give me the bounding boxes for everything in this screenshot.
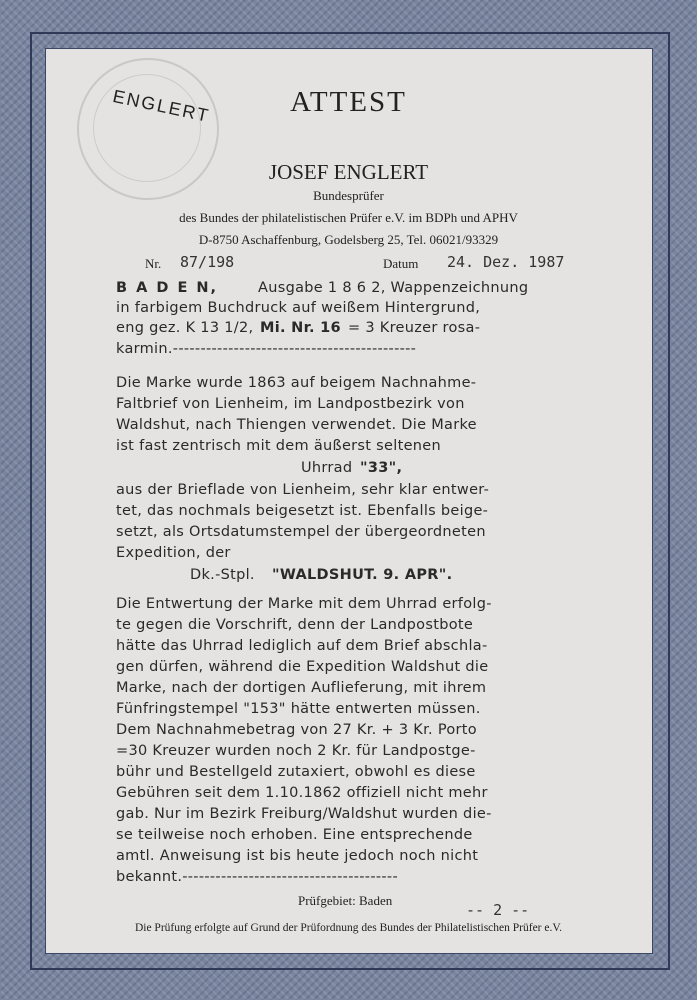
- datum-value: 24. Dez. 1987: [447, 253, 565, 271]
- mi-nr: Mi. Nr. 16: [260, 320, 341, 336]
- footer-note: Die Prüfung erfolgte auf Grund der Prüfordnung des Bundes der Philatelistischen Prüfer e.V.: [134, 922, 563, 934]
- body-line-8: ist fast zentrisch mit dem äußerst seltenen: [116, 438, 441, 454]
- dk-stpl-label: Dk.-Stpl.: [190, 567, 255, 583]
- seal-text: ENGLERT: [111, 85, 212, 127]
- waldshut-stamp: "WALDSHUT. 9. APR".: [272, 567, 453, 583]
- certificate-title: ATTEST: [290, 86, 407, 118]
- body-line-11: tet, das nochmals beigesetzt ist. Ebenfalls beige-: [116, 503, 489, 519]
- body-line-23: bühr und Bestellgeld zutaxiert, obwohl es diese: [116, 764, 476, 780]
- body-line-20: Fünfringstempel "153" hätte entwerten müssen.: [116, 701, 481, 717]
- uhrrad-label: Uhrrad: [301, 460, 353, 476]
- uhrrad-number: "33",: [360, 460, 403, 476]
- baden-heading: B A D E N,: [116, 280, 219, 296]
- pruefgebiet: Prüfgebiet: Baden: [298, 893, 393, 908]
- body-line-4: karmin.--------------------------------------------: [116, 341, 417, 357]
- datum-label: Datum: [383, 256, 419, 271]
- examiner-role: Bundesprüfer: [313, 188, 384, 203]
- body-line-7: Waldshut, nach Thiengen verwendet. Die Marke: [116, 417, 477, 433]
- body-line-17: hätte das Uhrrad lediglich auf dem Brief abschla-: [116, 638, 488, 654]
- body-line-24: Gebühren seit dem 1.10.1862 offiziell nicht mehr: [116, 785, 488, 801]
- body-line-2: in farbigem Buchdruck auf weißem Hintergrund,: [116, 300, 481, 316]
- nr-value: 87/198: [180, 253, 235, 271]
- body-line-3a: eng gez. K 13 1/2,: [116, 320, 254, 336]
- body-line-12: setzt, als Ortsdatumstempel der übergeordneten: [116, 524, 486, 540]
- body-line-15: Die Entwertung der Marke mit dem Uhrrad erfolg-: [116, 596, 492, 612]
- body-line-25: gab. Nur im Bezirk Freiburg/Waldshut wurden die-: [116, 806, 492, 822]
- body-line-19: Marke, nach der dortigen Auflieferung, mit ihrem: [116, 680, 487, 696]
- body-line-26: se teilweise noch erhoben. Eine entsprechende: [116, 827, 473, 843]
- body-line-27: amtl. Anweisung ist bis heute jedoch noch nicht: [116, 848, 479, 864]
- body-line-22: =30 Kreuzer wurden noch 2 Kr. für Landpostge-: [116, 743, 476, 759]
- body-line-3b: = 3 Kreuzer rosa-: [348, 320, 481, 336]
- association-line: des Bundes der philatelistischen Prüfer e.V. im BDPh und APHV: [179, 210, 518, 225]
- examiner-name: JOSEF ENGLERT: [268, 160, 429, 184]
- body-line-1: Ausgabe 1 8 6 2, Wappenzeichnung: [258, 280, 529, 296]
- page-number: -- 2 --: [466, 901, 530, 919]
- body-line-21: Dem Nachnahmebetrag von 27 Kr. + 3 Kr. Porto: [116, 722, 477, 738]
- body-line-16: te gegen die Vorschrift, denn der Landpostbote: [116, 617, 474, 633]
- body-line-5: Die Marke wurde 1863 auf beigem Nachnahme-: [116, 375, 477, 391]
- body-line-6: Faltbrief von Lienheim, im Landpostbezirk von: [116, 396, 465, 412]
- address-line: D-8750 Aschaffenburg, Godelsberg 25, Tel. 06021/93329: [198, 232, 499, 247]
- body-line-28: bekannt.---------------------------------------: [116, 869, 398, 885]
- body-line-18: gen dürfen, während die Expedition Waldshut die: [116, 659, 489, 675]
- body-line-13: Expedition, der: [116, 545, 231, 561]
- body-line-10: aus der Brieflade von Lienheim, sehr klar entwer-: [116, 482, 490, 498]
- nr-label: Nr.: [145, 256, 162, 271]
